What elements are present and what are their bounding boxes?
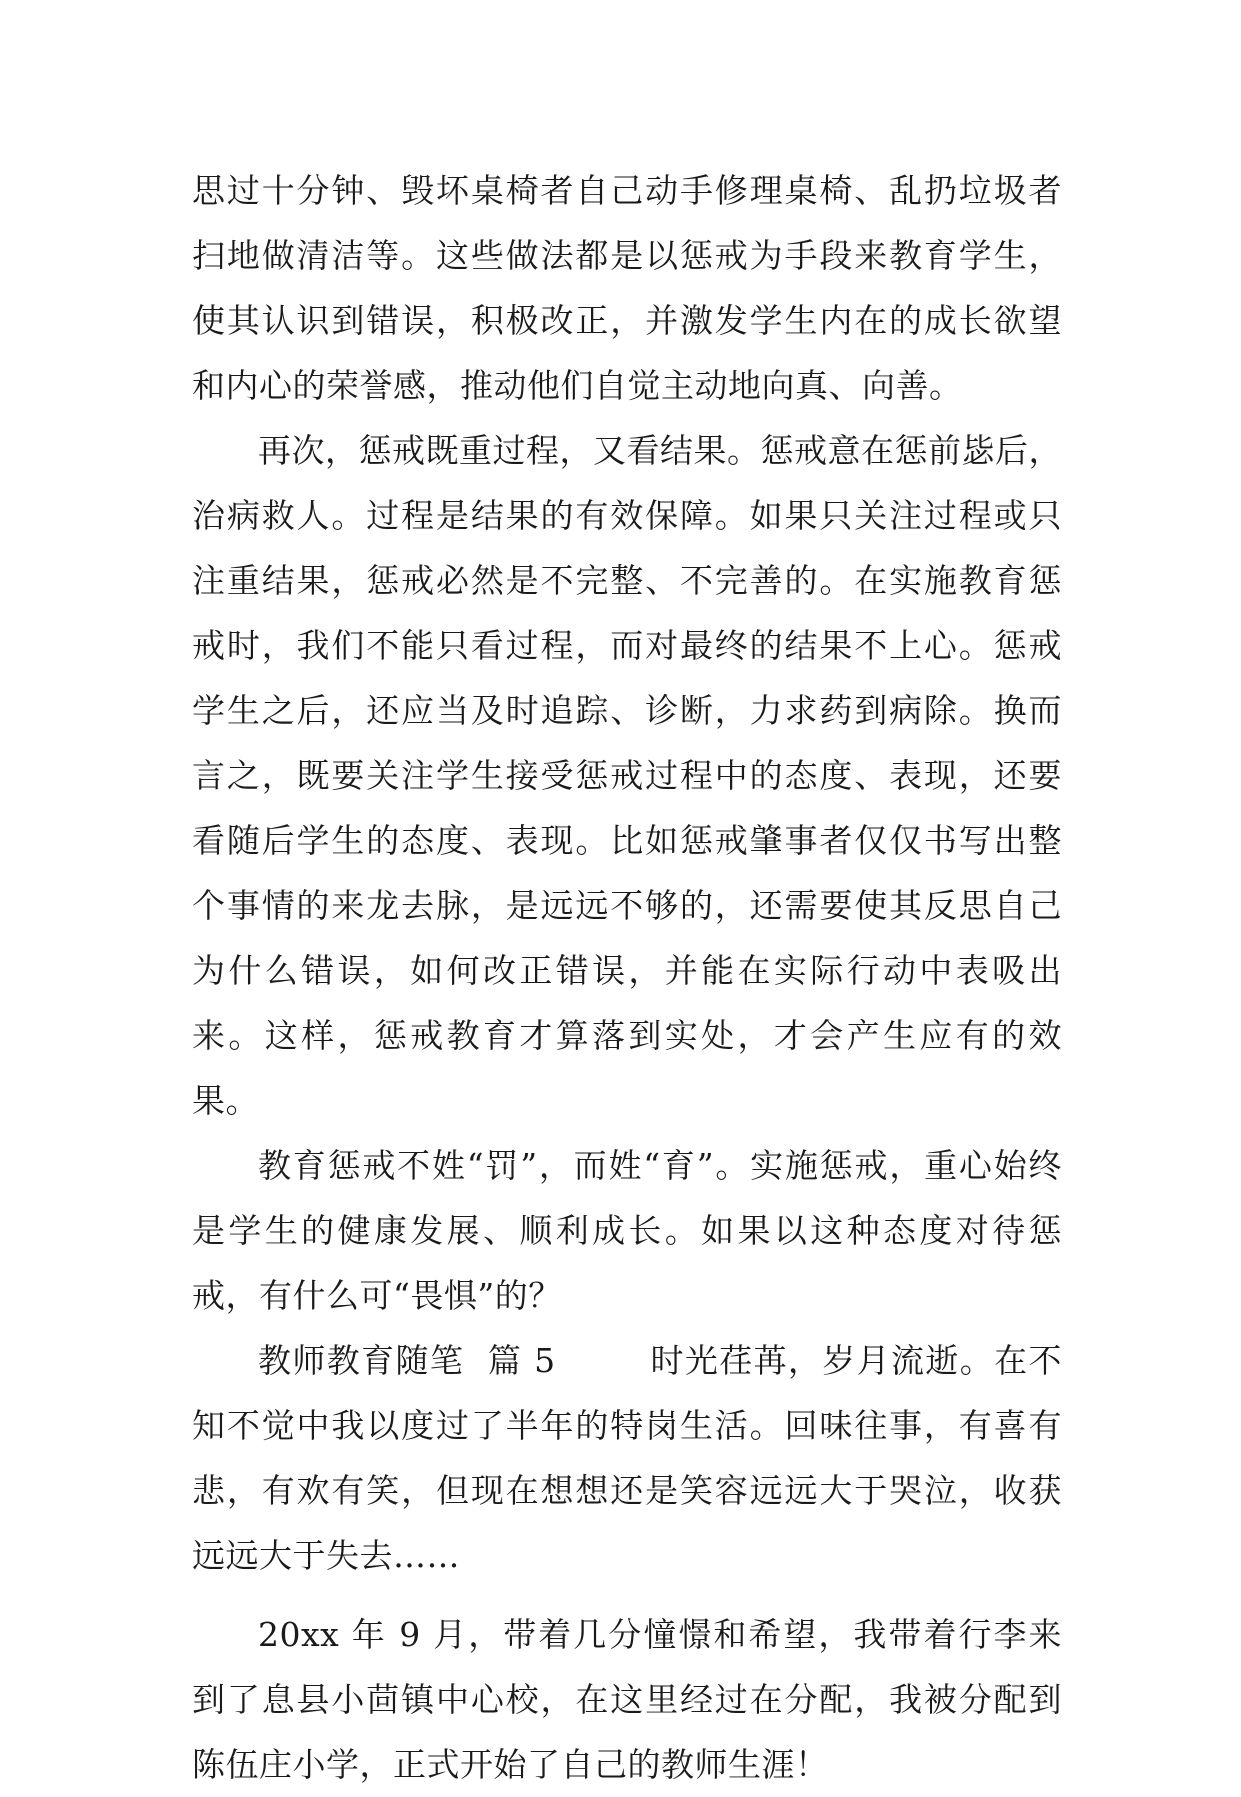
paragraph-arrival: 20xx 年 9 月，带着几分憧憬和希望，我带着行李来到了息县小茴镇中心校，在这里经过在分配，我被分配到陈伍庄小学，正式开始了自己的教师生涯！ bbox=[192, 1615, 1062, 1784]
paragraph-education-not-punishment: 教育惩戒不姓“罚”，而姓“育”。实施惩戒，重心始终是学生的健康发展、顺利成长。如果以这种态度对待惩戒，有什么可“畏惧”的？ bbox=[192, 1146, 1062, 1315]
paragraph-essay-5-intro: 教师教育随笔 篇 5 时光荏苒，岁月流逝。在不知不觉中我以度过了半年的特岗生活。回味往事，有喜有悲，有欢有笑，但现在想想还是笑容远远大于哭泣，收获远远大于失去…… bbox=[192, 1341, 1062, 1575]
document-body bbox=[192, 158, 1062, 1797]
paragraph-punishment-methods: 思过十分钟、毁坏桌椅者自己动手修理桌椅、乱扔垃圾者扫地做清洁等。这些做法都是以惩戒为手段来教育学生，使其认识到错误，积极改正，并激发学生内在的成长欲望和内心的荣誉感，推动他们自觉主动地向真、向善。 bbox=[192, 171, 1062, 405]
paragraph-process-and-result: 再次，惩戒既重过程，又看结果。惩戒意在惩前毖后，治病救人。过程是结果的有效保障。如果只关注过程或只注重结果，惩戒必然是不完整、不完善的。在实施教育惩戒时，我们不能只看过程，而对最终的结果不上心。惩戒学生之后，还应当及时追踪、诊断，力求药到病除。换而言之，既要关注学生接受惩戒过程中的态度、表现，还要看随后学生的态度、表现。比如惩戒肇事者仅仅书写出整个事情的来龙去脉，是远远不够的，还需要使其反思自己为什么错误，如何改正错误，并能在实际行动中表吸出来。这样，惩戒教育才算落到实处，才会产生应有的效果。 bbox=[192, 431, 1062, 1120]
